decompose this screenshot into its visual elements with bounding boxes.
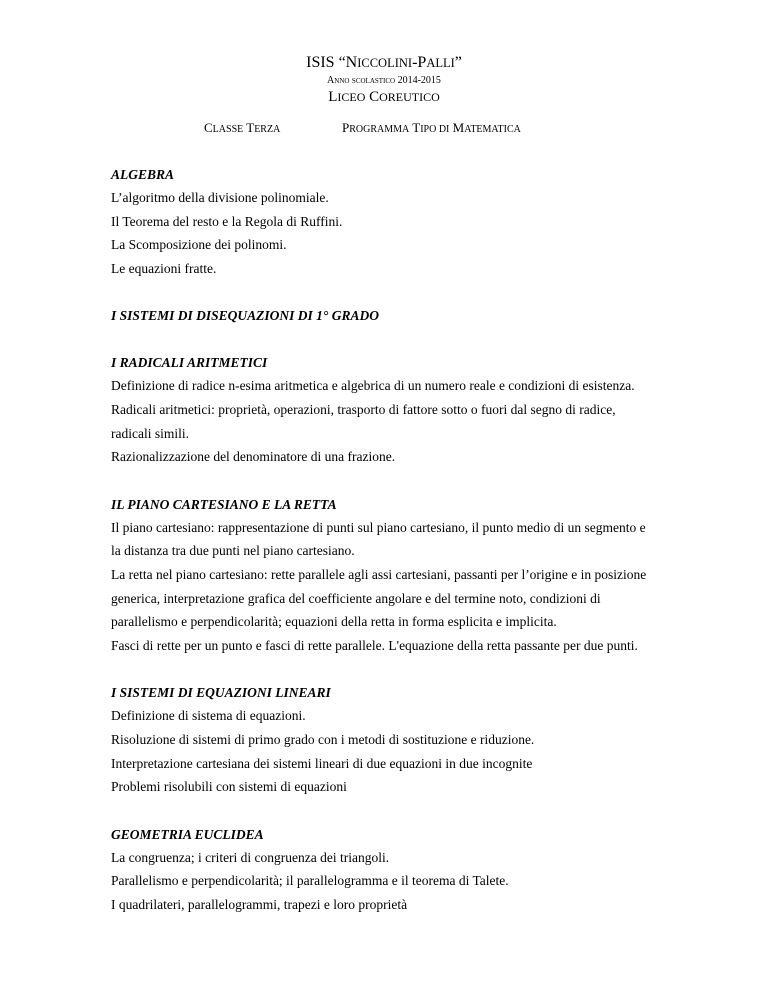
class-label: CLASSE TERZA	[204, 120, 281, 135]
list-item: Definizione di radice n-esima aritmetica e algebrica di un numero reale e condizioni di esistenza.	[111, 378, 635, 394]
list-item: Le equazioni fratte.	[111, 260, 217, 276]
list-item: Razionalizzazione del denominatore di una frazione.	[111, 449, 396, 465]
list-item: Parallelismo e perpendicolarità; il parallelogramma e il teorema di Talete.	[111, 873, 509, 889]
liceo-name: LICEO COREUTICO	[328, 89, 440, 105]
list-item: Problemi risolubili con sistemi di equazioni	[111, 779, 347, 795]
list-item: Fasci di rette per un punto e fasci di rette parallele. L'equazione della retta passante per due punti.	[111, 637, 638, 653]
section-title-sistemi: I SISTEMI DI EQUAZIONI LINEARI	[111, 685, 331, 701]
section-title-algebra: ALGEBRA	[111, 167, 175, 182]
list-item: Definizione di sistema di equazioni.	[111, 708, 306, 724]
list-item: Radicali aritmetici: proprietà, operazioni, trasporto di fattore sotto o fuori dal segno di radice,	[111, 401, 616, 417]
list-item: radicali simili.	[111, 425, 189, 441]
section-title-disequazioni: I SISTEMI DI DISEQUAZIONI DI 1° GRADO	[111, 308, 379, 324]
school-year: Anno scolastico 2014-2015	[327, 75, 441, 86]
list-item: la distanza tra due punti nel piano cartesiano.	[111, 543, 355, 559]
list-item: I quadrilateri, parallelogrammi, trapezi e loro proprietà	[111, 896, 408, 912]
list-item: Risoluzione di sistemi di primo grado con i metodi di sostituzione e riduzione.	[111, 731, 535, 747]
section-title-geometria: GEOMETRIA EUCLIDEA	[111, 826, 264, 842]
list-item: Interpretazione cartesiana dei sistemi lineari di due equazioni in due incognite	[111, 755, 533, 771]
list-item: La retta nel piano cartesiano: rette parallele agli assi cartesiani, passanti per l’origine e in posizione	[111, 566, 647, 582]
list-item: Il Teorema del resto e la Regola di Ruffini.	[111, 213, 343, 229]
section-title-radicali: I RADICALI ARITMETICI	[111, 355, 268, 371]
list-item: La congruenza; i criteri di congruenza dei triangoli.	[111, 849, 390, 865]
list-item: generica, interpretazione grafica del coefficiente angolare e del termine noto, condizioni di	[111, 590, 601, 606]
list-item: parallelismo e perpendicolarità; equazioni della retta in forma esplicita e implicita.	[111, 614, 557, 630]
program-label: PROGRAMMA TIPO DI MATEMATICA	[342, 120, 521, 135]
school-name: ISIS “NICCOLINI-PALLI”	[306, 54, 462, 71]
program-content	[111, 163, 711, 916]
section-title-piano: IL PIANO CARTESIANO E LA RETTA	[111, 496, 337, 512]
list-item: La Scomposizione dei polinomi.	[111, 237, 287, 253]
list-item: L’algoritmo della divisione polinomiale.	[111, 190, 329, 205]
list-item: Il piano cartesiano: rappresentazione di punti sul piano cartesiano, il punto medio di un segmento e	[111, 519, 646, 535]
